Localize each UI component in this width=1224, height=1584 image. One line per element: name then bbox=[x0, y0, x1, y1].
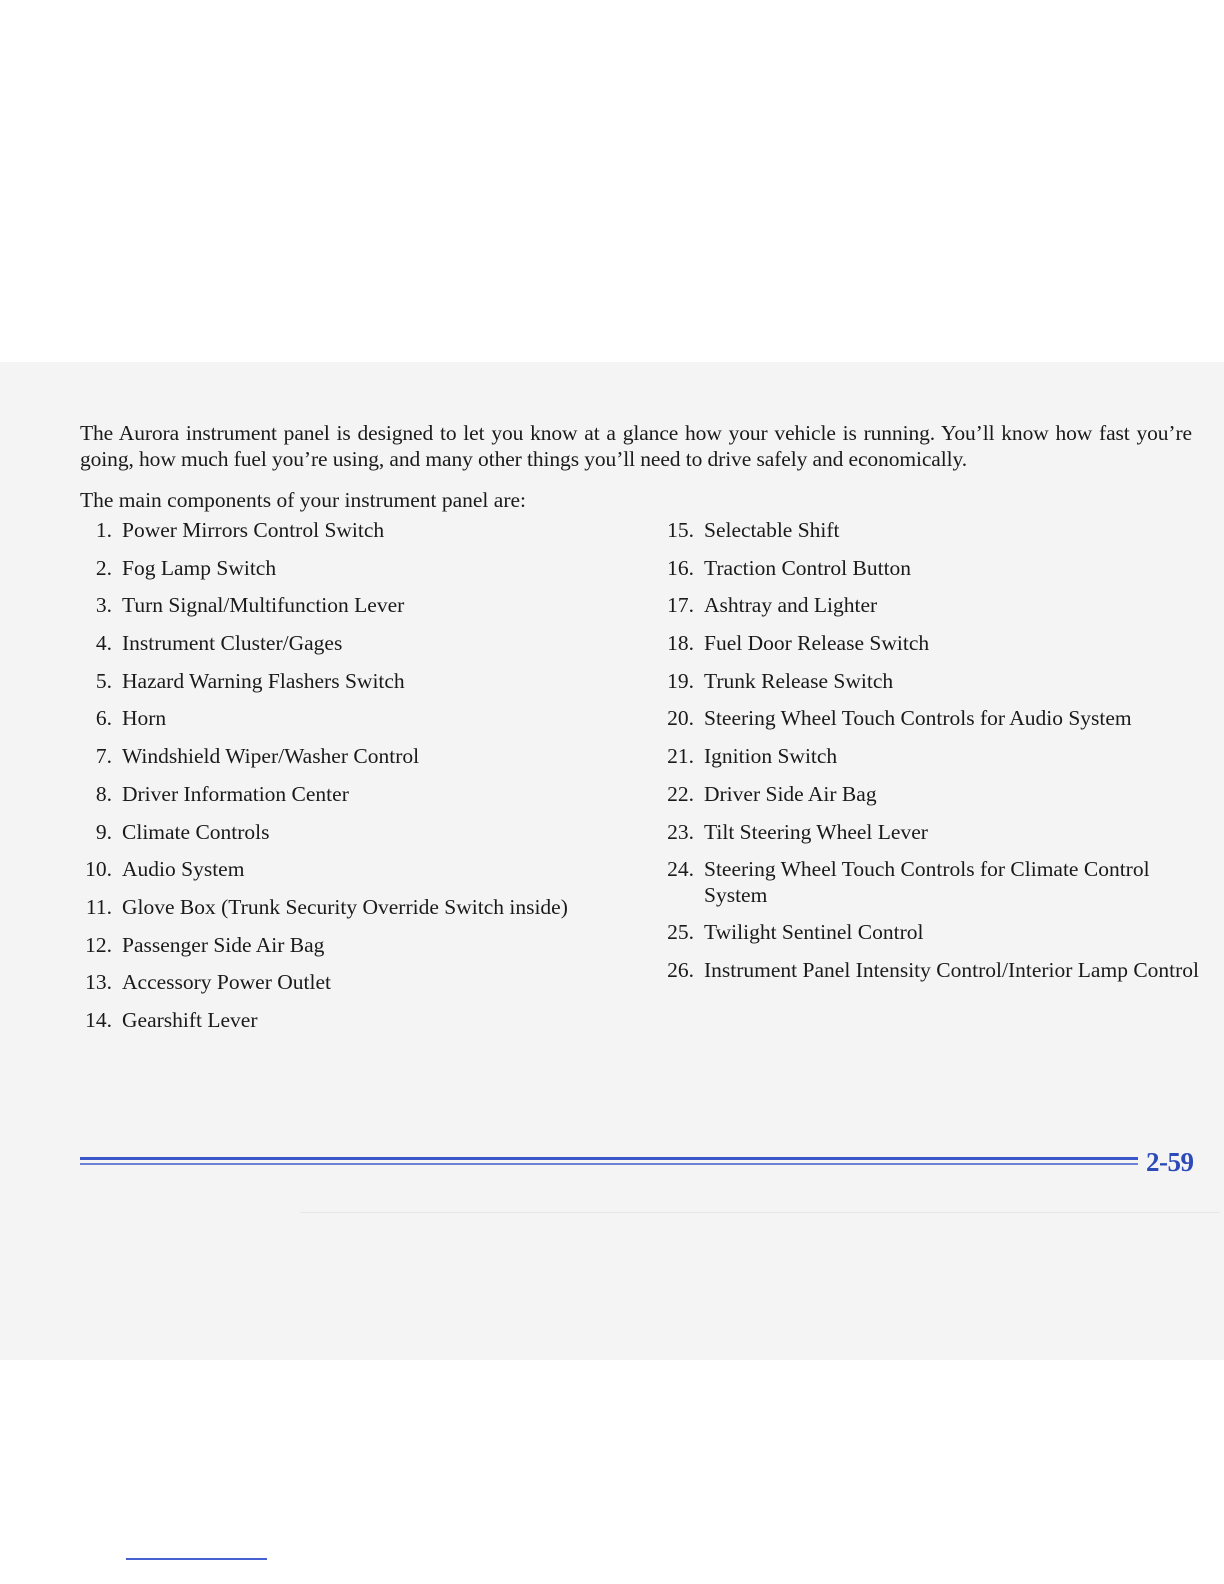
footer-rule bbox=[80, 1157, 1138, 1166]
list-item bbox=[662, 517, 1202, 543]
item-label: Tilt Steering Wheel Lever bbox=[704, 819, 928, 844]
list-item bbox=[80, 630, 650, 656]
components-list-right bbox=[662, 517, 1202, 994]
item-number: 19. bbox=[667, 668, 694, 693]
item-number: 23. bbox=[667, 819, 694, 844]
item-number: 24. bbox=[667, 857, 694, 882]
page-number: 2-59 bbox=[1146, 1147, 1194, 1177]
item-number: 20. bbox=[667, 706, 694, 731]
item-label: Power Mirrors Control Switch bbox=[122, 518, 385, 542]
list-item bbox=[80, 743, 650, 769]
item-label: Fuel Door Release Switch bbox=[704, 631, 930, 656]
item-label: Hazard Warning Flashers Switch bbox=[122, 668, 405, 693]
list-item bbox=[80, 1007, 650, 1033]
list-item bbox=[662, 668, 1202, 694]
item-label: Windshield Wiper/Washer Control bbox=[122, 744, 420, 769]
item-number: 13. bbox=[85, 970, 112, 995]
item-label: Selectable Shift bbox=[704, 518, 840, 542]
item-label: Horn bbox=[122, 706, 167, 731]
list-item bbox=[80, 894, 650, 920]
item-number: 6. bbox=[95, 706, 112, 731]
list-item bbox=[662, 743, 1202, 769]
item-number: 5. bbox=[95, 668, 112, 693]
item-number: 4. bbox=[95, 631, 112, 656]
item-number: 7. bbox=[95, 744, 112, 769]
item-label: Passenger Side Air Bag bbox=[122, 932, 325, 957]
item-label: Glove Box (Trunk Security Override Switch inside) bbox=[122, 894, 568, 919]
list-item bbox=[662, 957, 1202, 983]
item-number: 12. bbox=[85, 932, 112, 957]
list-item bbox=[662, 630, 1202, 656]
item-number: 10. bbox=[85, 857, 112, 882]
item-number: 3. bbox=[95, 593, 112, 618]
item-number: 17. bbox=[667, 593, 694, 618]
list-item bbox=[662, 781, 1202, 807]
footer-rule-line bbox=[80, 1157, 1138, 1160]
item-label: Trunk Release Switch bbox=[704, 668, 894, 693]
item-label: Instrument Panel Intensity Control/Interior Lamp Control bbox=[704, 957, 1200, 982]
item-number: 16. bbox=[667, 555, 694, 580]
item-label: Instrument Cluster/Gages bbox=[122, 631, 343, 656]
list-item bbox=[662, 555, 1202, 581]
list-item bbox=[80, 705, 650, 731]
list-item bbox=[662, 592, 1202, 618]
item-number: 9. bbox=[95, 819, 112, 844]
list-item bbox=[80, 668, 650, 694]
item-label: Traction Control Button bbox=[704, 555, 912, 580]
list-item bbox=[80, 932, 650, 958]
item-label: Steering Wheel Touch Controls for Climate Control System bbox=[704, 857, 1150, 908]
item-number: 22. bbox=[667, 781, 694, 806]
list-item bbox=[80, 592, 650, 618]
item-number: 1. bbox=[95, 518, 112, 542]
item-label: Ashtray and Lighter bbox=[704, 593, 878, 618]
item-number: 2. bbox=[95, 555, 112, 580]
item-number: 25. bbox=[667, 920, 694, 945]
list-item bbox=[80, 856, 650, 882]
item-label: Gearshift Lever bbox=[122, 1007, 258, 1032]
divider bbox=[300, 1212, 1220, 1213]
components-list-left bbox=[80, 517, 650, 1045]
item-number: 11. bbox=[85, 894, 112, 919]
item-label: Climate Controls bbox=[122, 819, 270, 844]
item-label: Driver Information Center bbox=[122, 781, 349, 806]
item-label: Audio System bbox=[122, 857, 245, 882]
item-label: Ignition Switch bbox=[704, 744, 838, 769]
item-number: 21. bbox=[667, 744, 694, 769]
item-label: Fog Lamp Switch bbox=[122, 555, 277, 580]
item-number: 15. bbox=[667, 518, 694, 542]
item-label: Driver Side Air Bag bbox=[704, 781, 877, 806]
list-item bbox=[80, 969, 650, 995]
list-item bbox=[80, 555, 650, 581]
item-number: 18. bbox=[667, 631, 694, 656]
list-item bbox=[80, 819, 650, 845]
intro-paragraph: The Aurora instrument panel is designed to let you know at a glance how your vehicle is running. You’ll know how fast you’re going, how much fuel you’re using, and many other things you’ll need to drive safely and economically. bbox=[80, 421, 1192, 471]
list-item bbox=[80, 781, 650, 807]
item-label: Steering Wheel Touch Controls for Audio System bbox=[704, 706, 1132, 731]
list-item bbox=[662, 919, 1202, 945]
list-item bbox=[80, 517, 650, 543]
list-item bbox=[662, 819, 1202, 845]
item-number: 14. bbox=[85, 1007, 112, 1032]
divider bbox=[126, 1558, 267, 1560]
item-label: Accessory Power Outlet bbox=[122, 970, 331, 995]
list-item bbox=[662, 705, 1202, 731]
item-number: 8. bbox=[95, 781, 112, 806]
components-lead: The main components of your instrument panel are: bbox=[80, 488, 526, 512]
footer-rule-line bbox=[80, 1163, 1138, 1165]
item-label: Turn Signal/Multifunction Lever bbox=[122, 593, 405, 618]
item-number: 26. bbox=[667, 957, 694, 982]
item-label: Twilight Sentinel Control bbox=[704, 920, 924, 945]
list-item bbox=[662, 856, 1202, 908]
